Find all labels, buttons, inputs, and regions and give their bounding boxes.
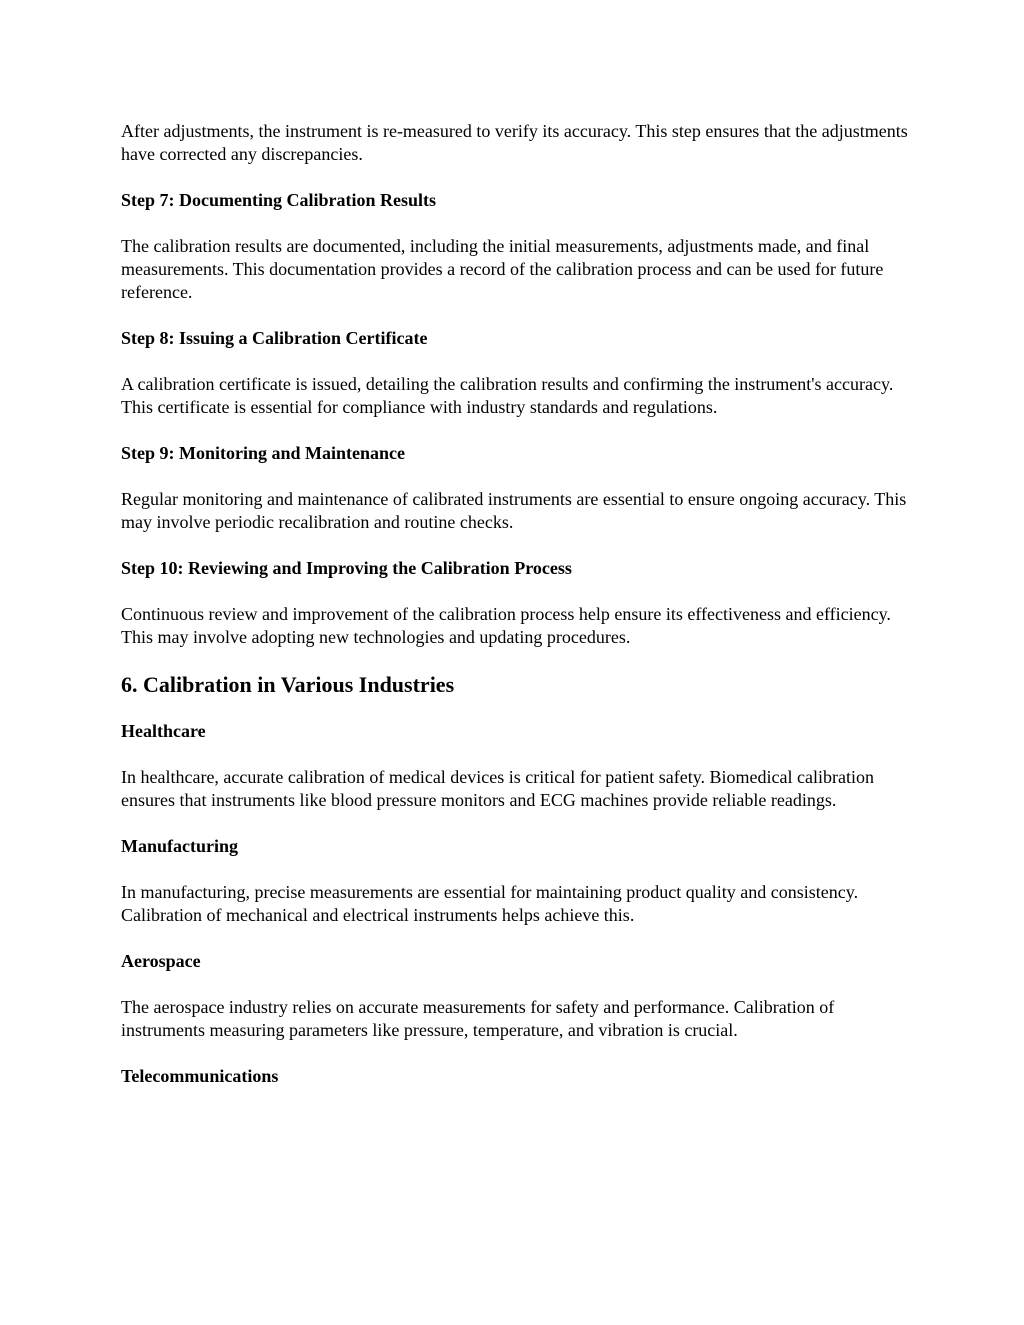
step8-heading: Step 8: Issuing a Calibration Certificate bbox=[121, 328, 428, 348]
section6-heading: 6. Calibration in Various Industries bbox=[121, 672, 455, 697]
step9-heading: Step 9: Monitoring and Maintenance bbox=[121, 443, 406, 463]
healthcare-paragraph: In healthcare, accurate calibration of medical devices is critical for patient safety. Biomedical calibration ensures that instruments like blood pressure monitors and ECG machines provide reliable readings. bbox=[121, 767, 874, 810]
step8-paragraph: A calibration certificate is issued, detailing the calibration results and confirming the instrument's accuracy. This certificate is essential for compliance with industry standards and regulations. bbox=[121, 374, 894, 417]
step9-paragraph: Regular monitoring and maintenance of calibrated instruments are essential to ensure ongoing accuracy. This may involve periodic recalibration and routine checks. bbox=[121, 489, 907, 532]
step10-paragraph: Continuous review and improvement of the calibration process help ensure its effectiveness and efficiency. This may involve adopting new technologies and updating procedures. bbox=[121, 604, 891, 647]
step7-paragraph: The calibration results are documented, including the initial measurements, adjustments made, and final measurements. This documentation provides a record of the calibration process and can be used for future reference. bbox=[121, 236, 884, 302]
step7-heading: Step 7: Documenting Calibration Results bbox=[121, 190, 437, 210]
step10-heading: Step 10: Reviewing and Improving the Calibration Process bbox=[121, 558, 572, 578]
telecom-heading: Telecommunications bbox=[121, 1066, 279, 1086]
document-page bbox=[121, 120, 911, 1111]
aerospace-heading: Aerospace bbox=[121, 951, 201, 971]
manufacturing-heading: Manufacturing bbox=[121, 836, 238, 856]
manufacturing-paragraph: In manufacturing, precise measurements are essential for maintaining product quality and consistency. Calibration of mechanical and electrical instruments helps achieve this. bbox=[121, 882, 859, 925]
intro-paragraph: After adjustments, the instrument is re-measured to verify its accuracy. This step ensures that the adjustments have corrected any discrepancies. bbox=[121, 121, 908, 164]
aerospace-paragraph: The aerospace industry relies on accurate measurements for safety and performance. Calibration of instruments measuring parameters like pressure, temperature, and vibration is crucial. bbox=[121, 997, 835, 1040]
healthcare-heading: Healthcare bbox=[121, 721, 206, 741]
